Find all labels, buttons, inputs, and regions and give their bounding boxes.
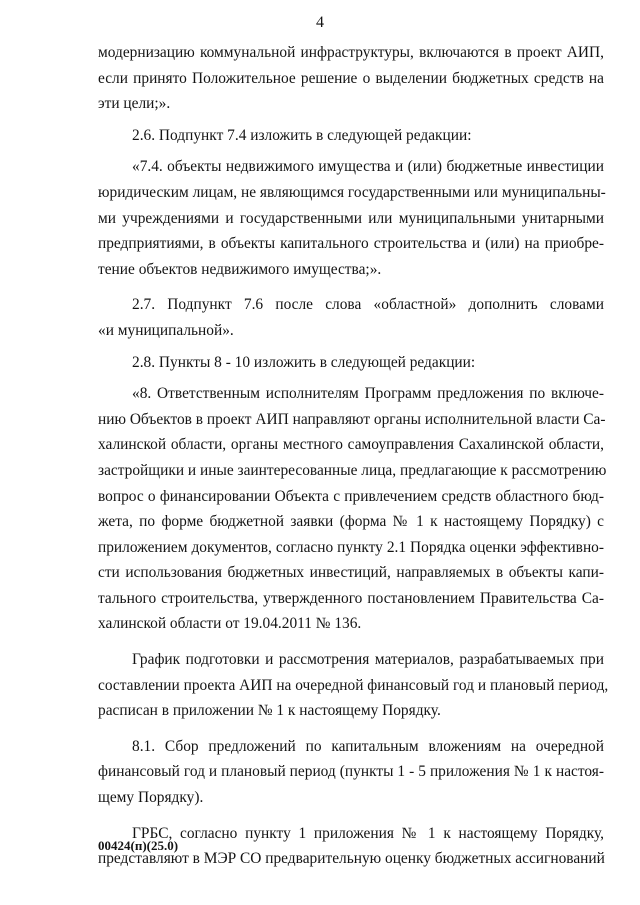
paragraph-7-4-quote [98,154,604,282]
text-line: застройщики и иные заинтересованные лица, предлагающие к рассмотрению [98,461,607,479]
text-line: вопрос о финансировании Объекта с привлечением средств областного бюд- [98,487,604,505]
text-line: тального строительства, утвержденного постановлением Правительства Са- [98,589,604,607]
text-line: ГРБС, согласно пункту 1 приложения № 1 к настоящему Порядку, [132,824,604,842]
text-line: 8.1. Сбор предложений по капитальным вложениям на очередной [132,737,604,755]
text-line: жета, по форме бюджетной заявки (форма № 1 к настоящему Порядку) с [98,513,604,531]
text-line: халинской области, органы местного самоуправления Сахалинской области, [98,436,604,454]
paragraph-2-6 [98,123,604,149]
text-line: юридическим лицам, не являющимся государственными или муниципальны- [98,183,606,201]
text-line: 2.6. Подпункт 7.4 изложить в следующей редакции: [132,126,472,144]
text-line: эти цели;». [98,95,171,113]
page-number: 4 [316,14,324,31]
text-line: предприятиями, в объекты капитального строительства и (или) на приобре- [98,235,604,253]
text-line: тение объектов недвижимого имущества;». [98,260,382,278]
text-line: График подготовки и рассмотрения материалов, разрабатываемых при [132,651,604,669]
paragraph-8-1 [98,734,604,811]
text-line: щему Порядку). [98,789,204,807]
text-line: нию Объектов в проект АИП направляют органы исполнительной власти Са- [98,410,606,428]
text-line: сти использования бюджетных инвестиций, направляемых в объекты капи- [98,564,604,582]
text-line: «7.4. объекты недвижимого имущества и (или) бюджетные инвестиции [132,158,604,176]
text-line: «8. Ответственным исполнителям Программ предложения по включе- [132,385,604,403]
text-line: расписан в приложении № 1 к настоящему Порядку. [98,702,441,720]
text-line: 2.7. Подпункт 7.6 после слова «областной» дополнить словами [132,296,604,314]
document-body [98,40,609,872]
text-line: халинской области от 19.04.2011 № 136. [98,615,362,633]
text-line: если принято Положительное решение о выделении бюджетных средств на [98,69,604,87]
text-line: 2.8. Пункты 8 - 10 изложить в следующей редакции: [132,353,476,371]
paragraph-aip-inclusion [98,40,604,117]
text-line: приложением документов, согласно пункту 2.1 Порядка оценки эффективно- [98,538,604,556]
text-line: финансовый год и плановый период (пункты 1 - 5 приложения № 1 к настоя- [98,763,604,781]
text-line: «и муниципальной». [98,321,234,339]
text-line: составлении проекта АИП на очередной финансовый год и плановый период, [98,676,609,694]
document-code: 00424(п)(25.0) [98,838,179,853]
text-line: модернизацию коммунальной инфраструктуры, включаются в проект АИП, [98,44,604,61]
paragraph-schedule [98,647,609,724]
paragraph-2-7 [98,292,604,343]
paragraph-8-quote [98,381,607,637]
text-line: ми учреждениями и государственными или муниципальными унитарными [98,209,604,227]
paragraph-2-8 [98,350,604,376]
text-line: представляют в МЭР СО предварительную оценку бюджетных ассигнований [98,850,605,868]
